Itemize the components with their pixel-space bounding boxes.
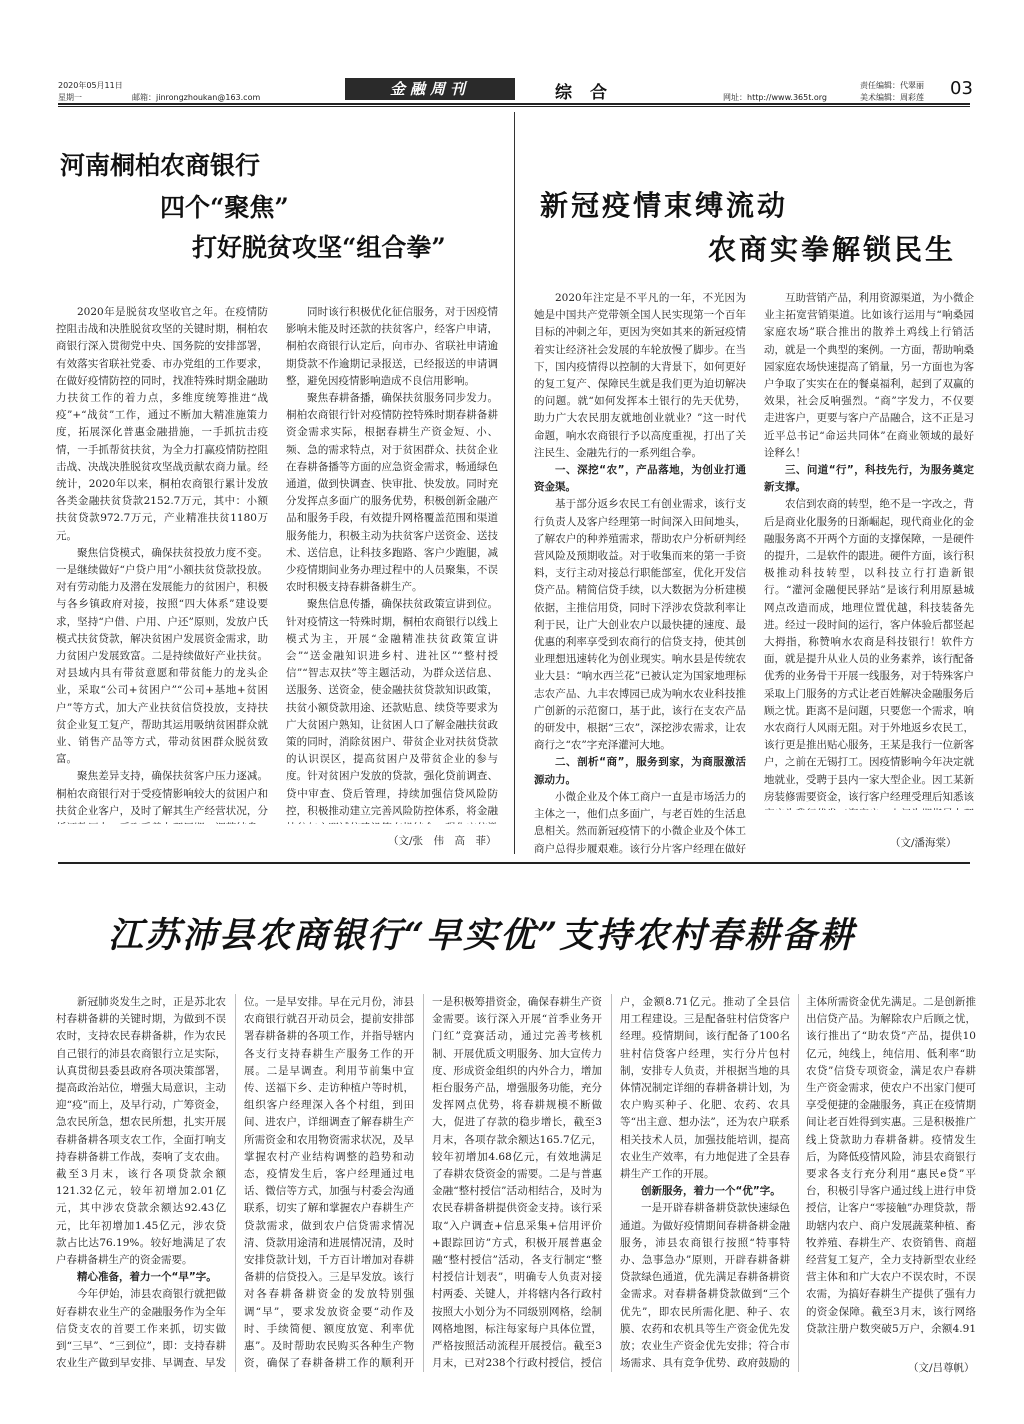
article2-title-line1: 新冠疫情束缚流动 [540, 189, 789, 222]
paragraph: 同时该行积极优化征信服务，对于因疫情影响未能及时还款的扶贫客户，经客户申请，桐柏农商银行认定后，向市办、省联社申请逾期贷款不作逾期记录报送，已经报送的申请调整，避免因疫情影响造成不良信用影响。 [286, 306, 498, 387]
article3-col4 [620, 994, 790, 1374]
paragraph: 互助营销产品，利用资源渠道，为小微企业主拓宽营销渠道。比如该行运用与“响桑园家庭农场”联合推出的散养土鸡线上行销活动，就是一个典型的案例。一方面，帮助响桑园家庭农场快速提高了销量，另一方面也为客户争取了实实在在的餐桌福利，起到了双赢的效果，社会反响强烈。“商”字发力，不仅要走进客户，更要与客户产品融合，这不正是习近平总书记“命运共同体”在商业领域的最好诠释么！ [764, 292, 974, 459]
column-divider [235, 994, 236, 1372]
paragraph: 主体所需资金优先满足。二是创新推出信贷产品。为解除农户后顾之忧，该行推出了“助农贷”产品，提供10亿元，纯线上，纯信用、低利率“助农贷”信贷专项资金，满足农户春耕生产资金需求，使农户不出家门便可享受便捷的金融服务，真正在疫情期间让老百姓得到实惠。三是积极推广线上贷款助力春耕备耕。疫情发生后，为降低疫情风险，沛县农商银行要求各支行充分利用“惠民e贷”平台，积极引导客户通过线上进行申贷授信，让客户“零接触”办理贷款，帮助辖内农户、商户发展蔬菜种植、畜牧养殖、春耕生产、农资销售、商超经营复工复产，全力支持新型农业经营主体和和广大农户不误农时，不误农需，为搞好春耕生产提供了强有力的资金保障。截至3月末，该行网络贷款注册户数突破5万户，余额4.91 [806, 996, 976, 1334]
column-divider [423, 994, 424, 1372]
article1-title-line3: 打好脱贫攻坚“组合拳” [192, 233, 446, 262]
article3-col1 [56, 994, 226, 1374]
paragraph: 一是开辟春耕备耕贷款快速绿色通道。为做好疫情期间春耕备耕金融服务，沛县农商银行按照“特事特办、急事急办”原则，开辟春耕备耕贷款绿色通道，优先满足春耕备耕资金需求。对春耕备耕贷款做到“三个优先”，即农民所需化肥、种子、农膜、农药和农机具等生产资金优先发放；农业生产资金优先安排；符合市场需求、具有竞争优势、政府鼓励的 [620, 1202, 790, 1370]
article1-title-line1: 河南桐柏农商银行 [60, 151, 261, 180]
section-heading: 精心准备，着力一个“早”字。 [77, 1271, 217, 1284]
art-editor: 美术编辑：周彩莲 [860, 93, 924, 102]
header-rule [58, 103, 970, 105]
website: 网址：http://www.365t.org [723, 93, 828, 102]
article1-col2 [286, 304, 498, 824]
header-rule-thin [58, 106, 970, 107]
paragraph: 户，金额8.71亿元。推动了全县信用工程建设。三是配备驻村信贷客户经理。疫情期间，该行配备了100名驻村信贷客户经理，实行分片包村制，安排专人负责，并根据当地的具体情况制定详细的春耕备耕计划，为农户购买种子、化肥、农药、农具等“出主意、想办法”，还为农户联系相关技术人员，加强技能培训，提高农业生产效率，有力地促进了全县春耕生产工作的开展。 [620, 996, 790, 1181]
article3-top-rule [58, 862, 970, 864]
article2-byline: （文/潘海棠） [890, 837, 957, 849]
paragraph: 聚焦春耕备播，确保扶贫服务同步发力。桐柏农商银行针对疫情防控特殊时期春耕备耕资金需求实际，根据春耕生产资金短、小、频、急的需求特点，对于贫困群众、扶贫企业在春耕备播等方面的应急资金需求，畅通绿色通道，做到快调查、快审批、快发放。同时充分发挥点多面广的服务优势，积极创新金融产品和服务手段，有效提升网格覆盖范围和渠道服务能力，积极主动为扶贫客户送资金、送技术、送信息，让科技多跑路、客户少跑腿，减少疫情期间业务办理过程中的人员聚集，不误农时积极支持春耕备耕生产。 [286, 392, 498, 594]
article3-byline: （文/吕尊帆） [908, 1362, 975, 1374]
issue-date: 2020年05月11日 [58, 81, 123, 90]
editor: 责任编辑：代翠丽 [860, 81, 924, 90]
email: 邮箱：jinrongzhoukan@163.com [132, 93, 261, 102]
paragraph: 今年伊始，沛县农商银行就把做好春耕农业生产的金融服务作为全年信贷支农的首要工作来抓，切实做到“三早”、“三到位”，即：支持春耕农业生产做到早安排、早调查、早发 [56, 1288, 226, 1370]
column-divider [611, 994, 612, 1372]
paragraph: 聚焦差异支持，确保扶贫客户压力逐减。桐柏农商银行对于受疫情影响较大的贫困户和扶贫企业客户，及时了解其生产经营状况，分 [56, 770, 268, 817]
article3-title: 江苏沛县农商银行“早实优”支持农村春耕备耕 [108, 915, 856, 956]
article1-col1 [56, 304, 268, 824]
article3-col5 [806, 994, 976, 1334]
column-divider [514, 112, 515, 854]
article3-col3 [432, 994, 602, 1374]
article1-title-line2: 四个“聚焦” [160, 193, 289, 222]
section-heading: 一、深挖“农”，产品落地，为创业打通资金渠。 [534, 464, 746, 494]
section-heading: 创新服务，着力一个“优”字。 [641, 1185, 781, 1198]
paragraph: 基于部分返乡农民工有创业需求，该行支行负责人及客户经理第一时间深入田间地头，了解农户的种养殖需求，帮助农户分析研判经营风险及预期收益。对于收集而来的第一手资料，支行主动对接总行职能部室，优化开发信贷产品。精简信贷手续，以大数据为分析建模依据，主推信用贷，同时下浮涉农贷款利率让利于民，让广大创业农户以最快捷的速度、最优惠的利率享受到农商行的信贷支持，使其创业理想迅速转化为创业现实。响水县是传统农业大县：“响水西兰花”已被认定为国家地理标志农产品、九丰农博园已成为响水农业科技推广创新的示范窗口，基于此，该行在支农产品的研发中，根据“三农”，深挖涉农需求，让农商行之“农”字充泽灌河大地。 [534, 498, 746, 752]
paragraph: 农信到农商的转型，绝不是一字改之，背后是商业化服务的日渐崛起，现代商业化的金融服务离不开两个方面的支撑保障，一是硬件的提升，二是软件的跟进。硬件方面，该行积极推动科技转型，以科技立行打造新银行。“灌河金融便民驿站”是该行利用原悬城网点改造而成，地理位置优越，科技装备先进。经过一段时间的运行，客户体验后都竖起大拇指，称赞响水农商是科技银行！软件方面，就是提升从业人员的业务素养，该行配备优秀的业务骨干开展一线服务，对于特殊客户采取上门服务的方式让老百姓解决金融服务后顾之忧。距离不是问题，只要您一个需求，响水农商行人风雨无阻。对于外地返乡农民工，该行更是推出贴心服务，王某是我行一位新客户，之前在无锡打工。因疫情影响今年决定就地就业，受聘于县内一家大型企业。因工某新房装修需要资金，该行客户经理受理后知悉该 [764, 498, 974, 803]
section-heading: 二、剖析“商”，服务到家，为商服激活源动力。 [534, 756, 746, 786]
paragraph: 聚焦信息传播，确保扶贫政策宣讲到位。针对疫情这一特殊时期，桐柏农商银行以线上模式为主，开展“金融精准扶贫政策宣讲会”“送金融知识进乡村、进社区”“整村授信”“智志双扶”等主题活动，为群众送信息、送服务、送资金，使金融扶贫贷款知识政策，扶贫小额贷款用途、还款贴息、续贷等要求为广大贫困户熟知，让贫困人口了解金融扶贫政策的同时，消除贫困户、带贫企业对扶贫贷款的认识误区，提高贫困户及带贫企业的参与度。针对贫困户发放的贷款，强化贷前调查、贷中审查、贷后管理，持续加强信贷风险防控，积极推动建立完善风险防控体系，将金融 [286, 598, 498, 817]
page-number: 03 [950, 78, 973, 99]
section-name: 综合 [555, 83, 625, 103]
paragraph: 聚焦信贷模式，确保扶贫投放力度不变。一是继续做好“户贷户用”小额扶贫贷款投放。对有劳动能力及潜在发展能力的贫困户，积极与各乡镇政府对接，按照“四大体系”建设要求，坚持“户借、户用、户还”原则，发放户氏模式扶贫贷款，解决贫困户发展资金需求，助力贫困户发展致富。二是持续做好产业扶贫。对县域内具有带贫意愿和带贫能力的龙头企业，采取“公司+贫困户”“公司+基地+贫困户”等方式，加大产业扶贫信贷投放，支持扶贫企业复工复产，帮助其运用吸纳贫困群众就业、销售产品等方式，带动贫困群众脱贫致富。 [56, 546, 268, 766]
paragraph: 位。一是早安排。早在元月份，沛县农商银行就召开动员会，提前安排部署春耕备耕的各项工作，并指导辖内各支行支持春耕生产服务工作的开展。二是早调查。利用节前集中宣传、送福下乡、走访种植户等时机，组织客户经理深入各个村组，到田间、进农户，详细调查了解春耕生产所需资金和农用物资需求状况，及早掌握农村产业结构调整的趋势和动态，疫情发生后，客户经理通过电话、微信等方式，加强与村委会沟通联系，切实了解和掌握农户春耕生产贷款需求，做到农户信贷需求情况清、贷款用途清和进展情况清，及时安排贷款计划，千方百计增加对春耕备耕的信贷投入。三是早发放。该行对各春耕备耕资金的发放特别强调“早”，要求发放资金要“动作及时、手续简便、额度放宽、利率优惠”。及时帮助农民购买各种生产物资，确保了春耕备耕工作的顺利开 [244, 996, 414, 1370]
article3-col2 [244, 994, 414, 1374]
column-divider [798, 994, 799, 1372]
section-heading: 三、问道“行”，科技先行，为服务奠定新支撑。 [764, 464, 974, 494]
article2-col2 [764, 290, 974, 810]
issue-weekday: 星期一 [58, 93, 82, 102]
paragraph: 一是积极筹措资金，确保春耕生产资金需要。该行深入开展“首季业务开门红”竞赛活动，通过完善考核机制、开展优质文明服务、加大宣传力度、形成资金组织的内外合力，增加柜台服务产品，增强服务功能，充分发挥网点优势，将春耕规模不断做大，促进了存款的稳步增长，截至3月末，各项存款余额达165.7亿元，较年初增加4.68亿元，有效地满足了春耕农贷资金的需要。二是与普惠金融“整村授信”活动相结合，及时为农民春耕备耕提供资金支持。该行采取“入户调查+信息采集+信用评价+跟踪回访”方式，积极开展普惠金融“整村授信”活动，各支行制定“整村授信计划表”，明确专人负责对接村两委、关键人，并将辖内各行政村按照大小划分为不同级别网格，绘制网格地图，标注每家每户具体位置，严格按照活动流程开展授信。截至3月末，已对238个行政村授信，授信 [432, 996, 602, 1370]
article1-byline: （文/张 伟 高 菲） [388, 835, 497, 847]
article2-title-line2: 农商实拳解锁民生 [708, 233, 957, 266]
article2-col1 [534, 290, 746, 858]
paragraph: 小微企业及个体工商户一直是市场活力的主体之一，他们点多面广，与老百姓的生活息息相关。然而新冠疫情下的小微企业及个体工商户总得步履艰难。该行分片客户经理在做好 [534, 790, 746, 855]
paper-name: 金融周刊 [345, 78, 515, 100]
paragraph: 2020年是脱贫攻坚收官之年。在疫情防控阻击战和决胜脱贫攻坚的关键时期，桐柏农商银行深入贯彻党中央、国务院的安排部署，有效落实省联社党委、市办党组的工作要求，在做好疫情防控的同时，找准特殊时期金融助力扶贫工作的着力点，多维度统筹推进“战疫”+“战贫”工作，通过不断加大精准施策力度，拓展深化普惠金融措施，一手抓抗击疫情，一手抓帮贫扶贫，为全力打赢疫情防控阻击战、决战决胜脱贫攻坚战贡献农商力量。经统计，2020年以来，桐柏农商银行累计发放各类金融扶贫贷款2152.7万元，其中：小额扶贫贷款972.7万元，产业精准扶贫1180万元。 [56, 306, 268, 542]
paragraph: 新冠肺炎发生之时，正是苏北农村春耕备耕的关键时期，为做到不误农时，支持农民春耕备耕，作为农民自己银行的沛县农商银行立足实际，认真贯彻县委县政府各项决策部署，提高政治站位，增强大局意识，主动迎“疫”而上，及早行动，广筹资金，急农民所急，想农民所想，扎实开展春耕备耕各项支农工作，全面打响支持春耕备耕工作战，奏响了支农曲。截至3月末，该行各项贷款余额121.32亿元，较年初增加2.01亿元，其中涉农贷款余额达92.43亿元，比年初增加1.45亿元，涉农贷款占比达76.19%。较好地满足了农户春耕备耕生产的资金需要。 [56, 996, 226, 1267]
paragraph: 2020年注定是不平凡的一年，不光因为她是中国共产党带领全国人民实现第一个百年目标的冲刺之年，更因为突如其来的新冠疫情着实让经济社会发展的车轮放慢了脚步。在当下，国内疫情得以控制的大背景下，如何更好的复工复产、保障民生就是我们更为迫切解决的问题。就“如何发挥本土银行的先天优势，助力广大农民朋友就地创业就业？”这一时代命题，响水农商银行予以高度重视，打出了关注民生、金融先行的一系列组合拳。 [534, 292, 746, 459]
